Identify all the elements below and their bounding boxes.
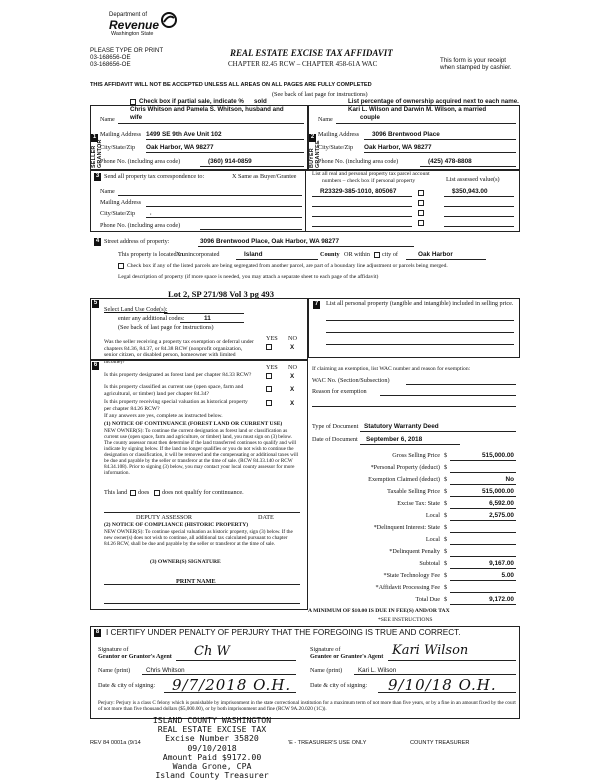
additional-codes-label: enter any additional codes: [118,315,185,322]
current-use-yes-checkbox[interactable] [266,386,272,392]
treasurer-stamp [124,716,300,780]
section5-yes-header: YES [266,335,278,342]
corr-city-label: City/State/Zip [100,210,136,217]
unincorporated-label[interactable]: X unincorporated [176,251,220,258]
fin-row-currency: $ [444,548,448,555]
seller-city-value[interactable]: Oak Harbor, WA 98277 [146,144,214,151]
fin-row-underline [450,604,516,605]
buyer-name-line1[interactable]: Kari L. Wilson and Darwin M. Wilson, a married [348,106,487,113]
grantee-date-city[interactable]: 9/10/18 O.H. [388,676,497,694]
buyer-mailing-value[interactable]: 3096 Brentwood Place [372,131,440,138]
fin-row-currency: $ [444,500,448,507]
section-8-number: 8 [95,629,100,635]
section-7-number: 7 [314,301,319,307]
land-use-label: Select Land Use Code(s): [104,306,168,313]
receipt-note-1: This form is your receipt [440,57,507,64]
section-2-number: 2 [310,134,315,140]
county-value[interactable]: Island [244,251,263,258]
fin-row-underline [450,508,516,509]
city-of-checkbox[interactable] [374,252,380,258]
city-of-label: city of [382,251,398,258]
notice-compliance-title: (2) NOTICE OF COMPLIANCE (HISTORIC PROPERTY) [104,522,249,528]
does-not-checkbox[interactable] [154,490,160,496]
city-value[interactable]: Oak Harbor [418,251,453,258]
minimum-due-note: A MINIMUM OF $10.00 IS DUE IN FEE(S) AND/OR TAX [308,608,450,614]
historic-question: Is this property receiving special valuation as historical property per chapter 84.26 RCW? [104,399,248,412]
assessed-value[interactable]: $350,943.00 [452,188,488,195]
print-name-label: PRINT NAME [176,578,216,585]
notice-continuance-title: (1) NOTICE OF CONTINUANCE (FOREST LAND OR CURRENT USE) [104,421,283,427]
see-instructions-note: *SEE INSTRUCTIONS [378,617,433,623]
fin-row-currency: $ [444,488,448,495]
owner-signature-label: (3) OWNER(S) SIGNATURE [150,559,221,565]
section6-yes-header: YES [266,364,278,371]
grantor-sig-label-1: Signature of [98,646,129,653]
seller-mailing-value[interactable]: 1499 SE 9th Ave Unit 102 [146,131,222,138]
fin-row-label: Excise Tax: State [397,500,440,507]
seller-phone-value[interactable]: (360) 914-0859 [208,158,252,165]
doc-date-label: Date of Document [312,436,358,443]
buyer-side-label: BUYER GRANTEE [309,140,321,168]
deputy-assessor-label: DEPUTY ASSESSOR [136,514,192,521]
fin-row-underline [450,496,516,497]
doc-type-label: Type of Document [312,423,359,430]
fin-row-underline [450,520,516,521]
forest-yes-checkbox[interactable] [266,373,272,379]
grantor-date-city[interactable]: 9/7/2018 O.H. [172,676,292,694]
same-as-buyer[interactable]: X Same as Buyer/Grantee [232,173,297,180]
county-treasurer-label: COUNTY TREASURER [410,740,470,746]
section-6 [90,360,308,610]
assessed-header: List assessed value(s) [446,176,500,183]
buyer-mailing-label: Mailing Address [318,131,360,138]
parcel-pp-checkbox-1[interactable] [418,190,424,196]
form-subtitle: CHAPTER 82.45 RCW – CHAPTER 458-61A WAC [228,60,378,68]
section-5-number: 5 [93,300,98,306]
fin-row-underline [450,460,516,461]
buyer-name-line2[interactable]: couple [360,114,380,121]
fin-row-underline [450,568,516,569]
seller-name-label: Name [100,116,115,123]
does-checkbox[interactable] [130,490,136,496]
stamp-line-4: 09/10/2018 [187,742,237,753]
see-back-note: (See back of last page for instructions) [272,91,368,98]
fin-row-label: Total Due [415,596,440,603]
doc-date-value[interactable]: September 6, 2018 [366,436,423,443]
fin-row-label: Taxable Selling Price [387,488,440,495]
historic-no-mark[interactable]: X [290,400,295,407]
fin-row-currency: $ [444,560,448,567]
fin-row-underline [450,544,516,545]
parcel-pp-checkbox-3[interactable] [418,210,424,216]
reason-label: Reason for exemption [312,388,367,395]
stamp-line-7: Island County Treasurer [155,770,269,780]
fin-row-underline [450,532,516,533]
stamp-line-2: REAL ESTATE EXCISE TAX [157,724,267,735]
fin-row-value[interactable]: 9,167.00 [489,560,514,567]
section-4-number: 4 [95,238,100,244]
fin-row-currency: $ [444,452,448,459]
section-3-number: 3 [95,173,100,179]
fin-row-underline [450,580,516,581]
fin-row-currency: $ [444,476,448,483]
fin-row-label: Gross Selling Price [392,452,440,459]
segregated-label: Check box if any of the listed parcels are being segregated from another parcel, are part of a boundary line adjustment or parcels being merged. [127,263,448,269]
corr-phone-label: Phone No. (including area code) [100,222,181,229]
partial-sale-sold: sold [254,98,267,105]
fin-row-label: Local [425,512,440,519]
form-title: REAL ESTATE EXCISE TAX AFFIDAVIT [230,48,393,58]
buyer-city-value[interactable]: Oak Harbor, WA 98277 [364,144,432,151]
grantor-signature[interactable]: Ch W [194,644,230,659]
fin-row-value[interactable]: No [505,476,514,483]
section-1-number: 1 [92,134,97,140]
correspondence-label: Send all property tax correspondence to: [104,173,205,180]
fin-row-label: *Personal Property (deduct) [370,464,440,471]
fin-row-value[interactable]: 515,000.00 [482,452,514,459]
forest-question: Is this property designated as forest land per chapter 84.33 RCW? [104,372,252,378]
fin-row-value[interactable]: 6,592.00 [489,500,514,507]
exemption-question: Was the seller receiving a property tax exemption or deferral under chapters 84.36, 84.37, or 84.38 RCW (nonprofit organization, senior citizen, or disabled person, homeowner with limited income)? [104,339,254,365]
exemption-no-mark[interactable]: X [290,344,295,351]
grantor-sig-label-2: Grantor or Grantor's Agent [98,653,172,660]
fin-row-currency: $ [444,464,448,471]
seller-name-line2[interactable]: wife [130,114,143,121]
personal-property-label: List all personal property (tangible and intangible) included in selling price. [326,300,514,307]
logo-dept: Department of [109,12,148,18]
stamp-line-5: Amount Paid $9172.00 [162,751,262,762]
fin-row-value[interactable]: 5.00 [501,572,514,579]
fin-row-underline [450,472,516,473]
logo-revenue: Revenue [109,18,160,32]
notice-continuance-body: NEW OWNER(S): To continue the current designation as forest land or classification as current use (open space, farm and agriculture, or timber) land, you must sign on (3) below. The county assessor must then determine if the land transferred continues to qualify and will indicate by signing below. If the land no longer qualifies or you do not wish to continue the designation or classification, it will be removed and the compensating or additional taxes will be due and payable by the seller or transferor at the time of sale. (RCW 84.33.140 or RCW 84.34.108). Prior to signing (3) below, you may contact your local county assessor for more information. [104,428,299,476]
partial-sale-label: Check box if partial sale, indicate % [139,98,244,105]
fin-row-currency: $ [444,536,448,543]
current-use-question: Is this property classified as current use (open space, farm and agricultural, or timber) land per chapter 84.34? [104,384,244,397]
deputy-date-label: DATE [258,514,274,521]
warning-text: THIS AFFIDAVIT WILL NOT BE ACCEPTED UNLESS ALL AREAS ON ALL PAGES ARE FULLY COMPLETED [90,82,372,88]
fin-row-value[interactable]: 9,172.00 [489,596,514,603]
grantee-name-label: Name (print) [310,667,343,674]
buyer-city-label: City/State/Zip [318,144,354,151]
fin-row-value[interactable]: 2,575.00 [489,512,514,519]
logo-state: Washington State [111,31,154,37]
seller-city-label: City/State/Zip [100,144,136,151]
grantee-name[interactable]: Kari L. Wilson [358,667,397,674]
grantor-date-label: Date & city of signing: [98,682,156,689]
corr-mailing-label: Mailing Address [100,199,142,206]
parcel-pp-checkbox-4[interactable] [418,220,424,226]
does-label: does [138,489,150,496]
seller-phone-label: Phone No. (including area code) [100,158,181,165]
street-label: Street address of property: [104,238,170,245]
receipt-note-2: when stamped by cashier. [440,64,512,71]
wac-intro: If claiming an exemption, list WAC number and reason for exemption: [312,366,471,372]
form-code-2: 03-168656-OE [90,61,131,68]
logo-swoosh-icon [161,12,177,28]
parcel-header-1: List all real and personal property tax parcel account [312,171,430,177]
corr-city-value[interactable]: , [150,209,152,216]
or-within-label: OR within [344,251,370,258]
current-use-no-mark[interactable]: X [290,386,295,393]
located-label: This property is located in [118,251,183,258]
county-label: County [320,251,340,258]
notice-compliance-body: NEW OWNER(S): To continue special valuation as historic property, sign (3) below. If the new owner(s) does not wish to continue, all additional tax calculated pursuant to chapter 84.26 RCW, shall be due and payable by the seller or transferor at the time of sale. [104,529,293,547]
form-code-1: 03-168656-OE [90,54,131,61]
fin-row-currency: $ [444,584,448,591]
section6-no-header: NO [288,364,297,371]
segregated-checkbox[interactable] [118,263,124,269]
fin-row-label: *Delinquent Penalty [389,548,440,555]
grantor-name-label: Name (print) [98,667,131,674]
buyer-phone-value[interactable]: (425) 478-8808 [428,158,472,165]
fin-row-label: *Affidavit Processing Fee [375,584,440,591]
this-land-label: This land [104,489,128,496]
section5-no-header: NO [288,335,297,342]
stamp-line-6: Wanda Grone, CPA [172,761,252,772]
fin-row-label: Subtotal [419,560,440,567]
fin-row-currency: $ [444,512,448,519]
grantee-signature[interactable]: Kari Wilson [392,643,469,658]
seller-mailing-label: Mailing Address [100,131,142,138]
parcel-header-2: numbers – check box if personal property [322,178,416,184]
fin-row-label: *State Technology Fee [383,572,440,579]
fin-row-value[interactable]: 515,000.00 [482,488,514,495]
does-not-label: does not qualify for continuance. [162,489,244,496]
fin-row-underline [450,592,516,593]
land-use-see-back: (See back of last page for instructions) [118,324,214,331]
fin-row-currency: $ [444,572,448,579]
fin-row-underline [450,484,516,485]
fin-row-label: Local [425,536,440,543]
fin-row-underline [450,556,516,557]
fin-row-currency: $ [444,596,448,603]
wac-label: WAC No. (Section/Subsection) [312,377,390,384]
grantee-sig-label-1: Signature of [310,646,341,653]
doc-type-value[interactable]: Statutory Warranty Deed [364,423,439,430]
seller-side-label: SELLER GRANTOR [91,139,103,168]
grantor-name[interactable]: Chris Whitson [146,667,185,674]
certify-statement: I CERTIFY UNDER PENALTY OF PERJURY THAT THE FOREGOING IS TRUE AND CORRECT. [106,628,461,637]
legal-description[interactable]: Lot 2, SP 271/98 Vol 3 pg 493 [168,289,275,299]
corr-name-label: Name [100,188,115,195]
parcel-number[interactable]: R23329-385-1010, 805067 [320,188,397,195]
if-yes-note: If any answers are yes, complete as instructed below. [104,413,223,419]
buyer-name-label: Name [318,116,333,123]
exemption-yes-checkbox[interactable] [266,344,272,350]
dor-logo [95,8,185,38]
fin-row-label: Exemption Claimed (deduct) [368,476,440,483]
legal-desc-label: Legal description of property (if more space is needed, you may attach a separate sheet to each page of the affidavit) [118,274,379,280]
ownership-note: List percentage of ownership acquired next to each name. [348,98,519,105]
section-6-number: 6 [93,362,98,368]
grantee-date-label: Date & city of signing: [310,682,368,689]
perjury-notice: Perjury: Perjury is a class C felony which is punishable by imprisonment in the state correctional institution for a maximum term of not more than five years, or by a fine in an amount fixed by the court of not more than five thousand dollars ($5,000.00), or by both imprisonment and fine (RCW 9A.20.020 (1C)). [98,700,516,712]
forest-no-mark[interactable]: X [290,373,295,380]
fin-row-currency: $ [444,524,448,531]
land-use-code[interactable]: 11 [204,315,211,322]
stamp-line-3: Excise Number 35820 [165,733,259,744]
parcel-pp-checkbox-2[interactable] [418,200,424,206]
street-value[interactable]: 3096 Brentwood Place, Oak Harbor, WA 98277 [200,238,339,245]
fin-row-label: *Delinquent Interest: State [373,524,440,531]
form-revision: REV 84 0001a (9/14 [90,740,141,746]
seller-name-line1[interactable]: Chris Whitson and Pamela S. Whitson, husband and [130,106,284,113]
grantee-sig-label-2: Grantee or Grantee's Agent [310,653,384,660]
print-note: PLEASE TYPE OR PRINT [90,47,164,54]
treasurer-use-label: 'E - TREASURER'S USE ONLY [288,740,367,746]
historic-yes-checkbox[interactable] [266,400,272,406]
buyer-phone-label: Phone No. (including area code) [318,158,399,165]
stamp-line-1: ISLAND COUNTY WASHINGTON [152,715,272,725]
